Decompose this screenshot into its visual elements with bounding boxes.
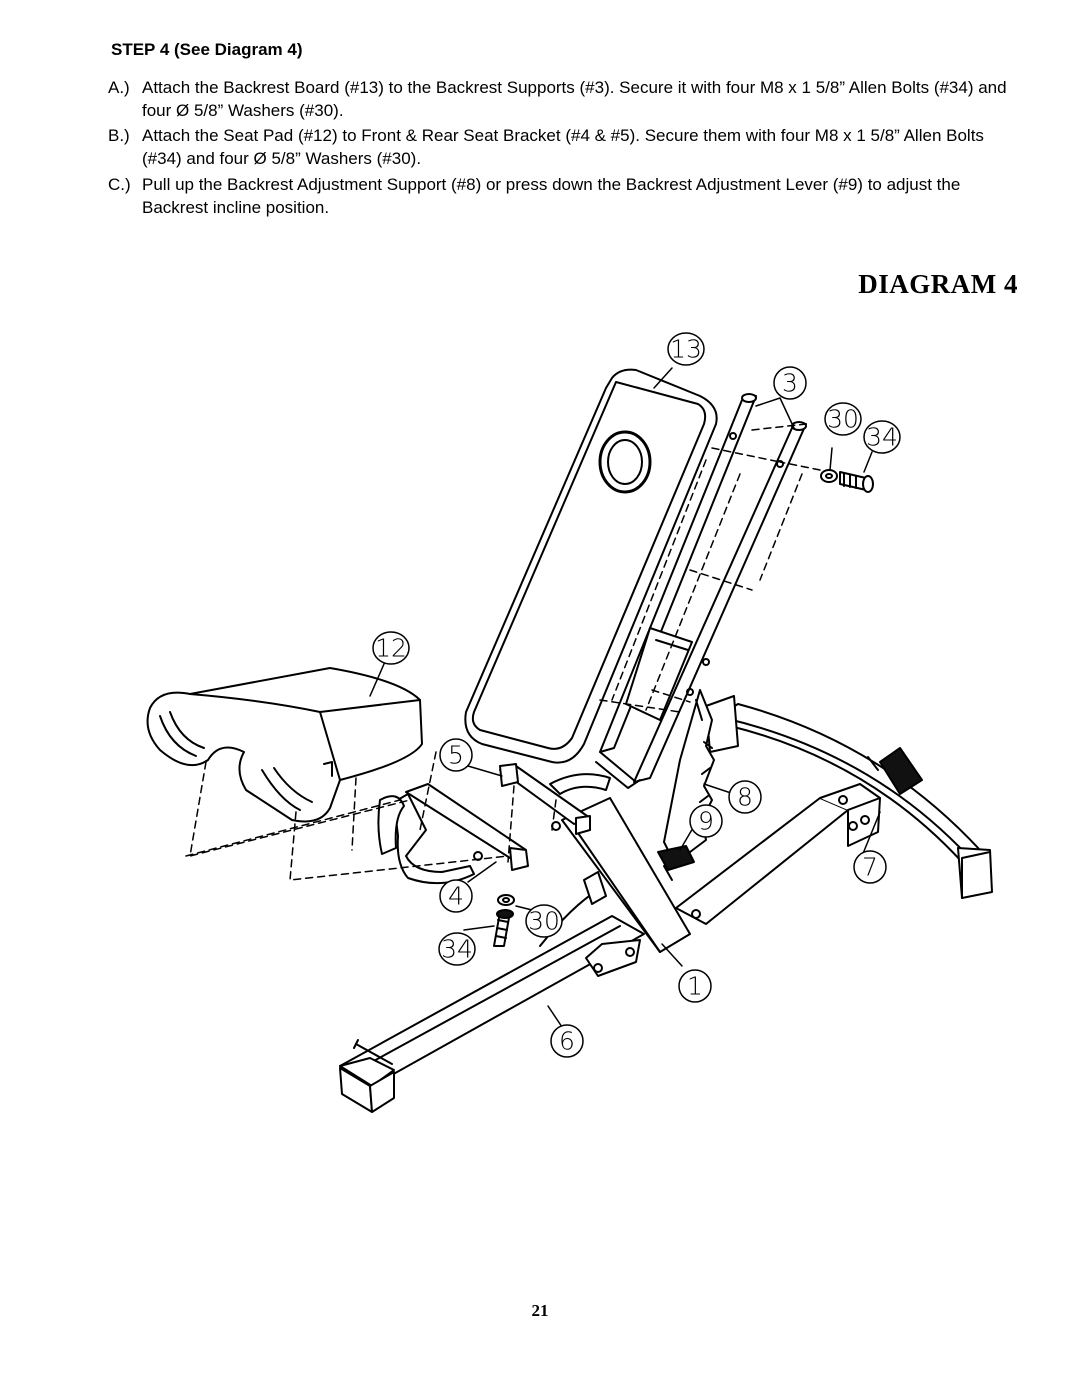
callout-8: 8 — [737, 782, 753, 812]
callout-34: 34 — [441, 934, 473, 964]
page-number: 21 — [531, 1301, 549, 1320]
step-title: STEP 4 (See Diagram 4) — [111, 40, 303, 59]
diagram-title: DIAGRAM 4 — [858, 269, 1018, 299]
instruction-text: Pull up the Backrest Adjustment Support (#8) or press down the Backrest Adjustment Lever (#9) to adjust the Backrest incline position. — [142, 175, 961, 217]
instruction-text: Attach the Seat Pad (#12) to Front & Rear Seat Bracket (#4 & #5). Secure them with four M8 x 1 5/8” Allen Bolts (#34) and four Ø 5/8” Washers (#30). — [142, 126, 984, 168]
instruction-label: B.) — [108, 126, 130, 145]
callout-4: 4 — [448, 881, 464, 911]
adjustment-lever-part — [658, 846, 694, 880]
instruction-label: C.) — [108, 175, 131, 194]
instruction-text: Attach the Backrest Board (#13) to the Backrest Supports (#3). Secure it with four M8 x 1 5/8” Allen Bolts (#34) and four Ø 5/8” Washers (#30). — [142, 78, 1007, 120]
callout-6: 6 — [559, 1026, 575, 1056]
instruction-label: A.) — [108, 78, 130, 97]
callout-30: 30 — [528, 906, 560, 936]
seat-bracket-part — [378, 764, 610, 883]
callout-5: 5 — [448, 740, 464, 770]
callout-30: 30 — [827, 404, 859, 434]
callout-7: 7 — [862, 852, 878, 882]
callout-9: 9 — [698, 806, 714, 836]
callout-1: 1 — [687, 971, 703, 1001]
callout-3: 3 — [782, 368, 798, 398]
callout-12: 12 — [375, 633, 407, 663]
callout-34: 34 — [866, 422, 898, 452]
callout-13: 13 — [670, 334, 702, 364]
